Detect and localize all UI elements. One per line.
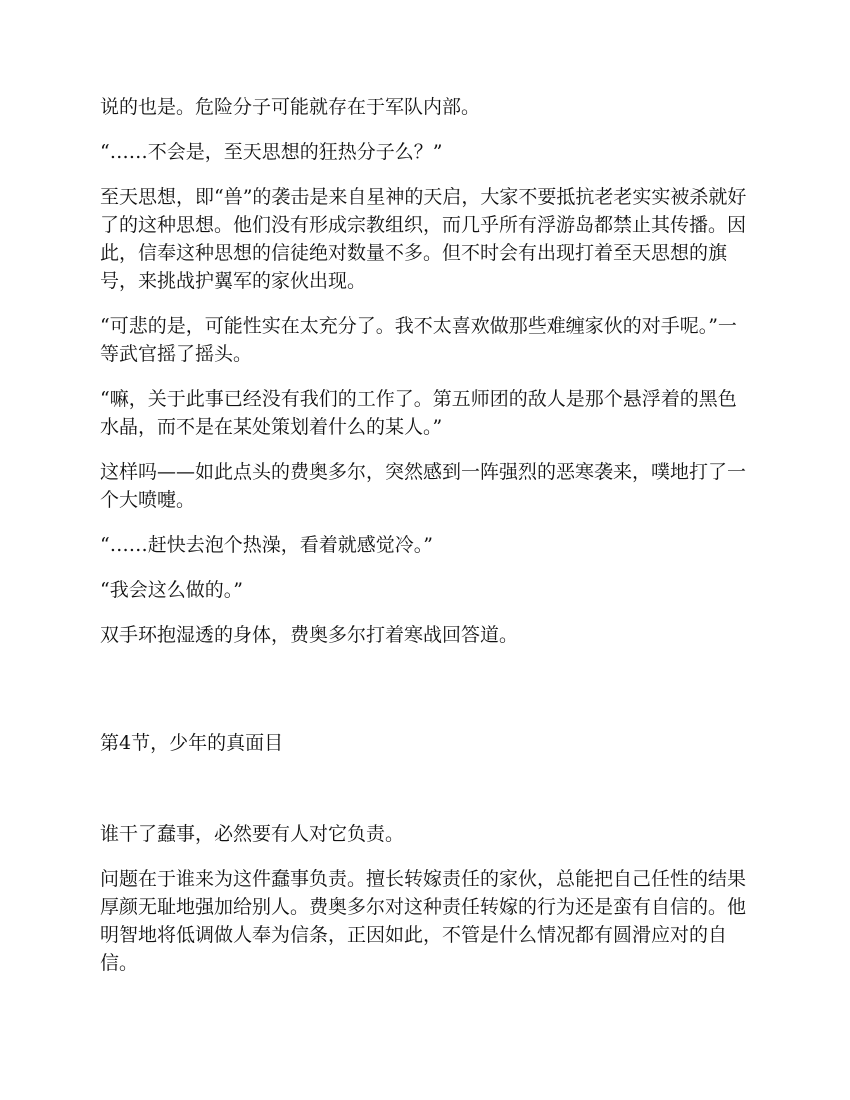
section-spacer: [100, 666, 750, 729]
paragraph: “我会这么做的。”: [100, 579, 243, 601]
paragraph: 这样吗——如此点头的费奥多尔，突然感到一阵强烈的恶寒袭来，噗地打了一个大喷嚏。: [100, 461, 747, 511]
paragraph: “嘛，关于此事已经没有我们的工作了。第五师团的敌人是那个悬浮着的黑色水晶，而不是在某处策划着什么的某人。”: [100, 388, 737, 438]
paragraph: 双手环抱湿透的身体，费奥多尔打着寒战回答道。: [100, 624, 519, 646]
section-spacer: [100, 757, 750, 820]
paragraph: 说的也是。危险分子可能就存在于军队内部。: [100, 96, 481, 118]
paragraph: 至天思想，即“兽”的袭击是来自星神的天启，大家不要抵抗老老实实被杀就好了的这种思想。他们没有形成宗教组织，而几乎所有浮游岛都禁止其传播。因此，信奉这种思想的信徒绝对数量不多。但不时会有出现打着至天思想的旗号，来挑战护翼军的家伙出现。: [100, 186, 747, 292]
paragraph: “……不会是，至天思想的狂热分子么？”: [100, 141, 443, 163]
paragraph: 问题在于谁来为这件蠢事负责。擅长转嫁责任的家伙，总能把自己任性的结果厚颜无耻地强加给别人。费奥多尔对这种责任转嫁的行为还是蛮有自信的。他明智地将低调做人奉为信条，正因如此，不管是什么情况都有圆滑应对的自信。: [100, 868, 747, 974]
paragraph: “……赶快去泡个热澡，看着就感觉冷。”: [100, 534, 433, 556]
paragraph: 谁干了蠢事，必然要有人对它负责。: [100, 823, 405, 845]
paragraph: “可悲的是，可能性实在太充分了。我不太喜欢做那些难缠家伙的对手呢。”一等武官摇了摇头。: [100, 315, 737, 365]
document-page: [100, 93, 750, 994]
section-heading: 第4节，少年的真面目: [100, 732, 284, 754]
